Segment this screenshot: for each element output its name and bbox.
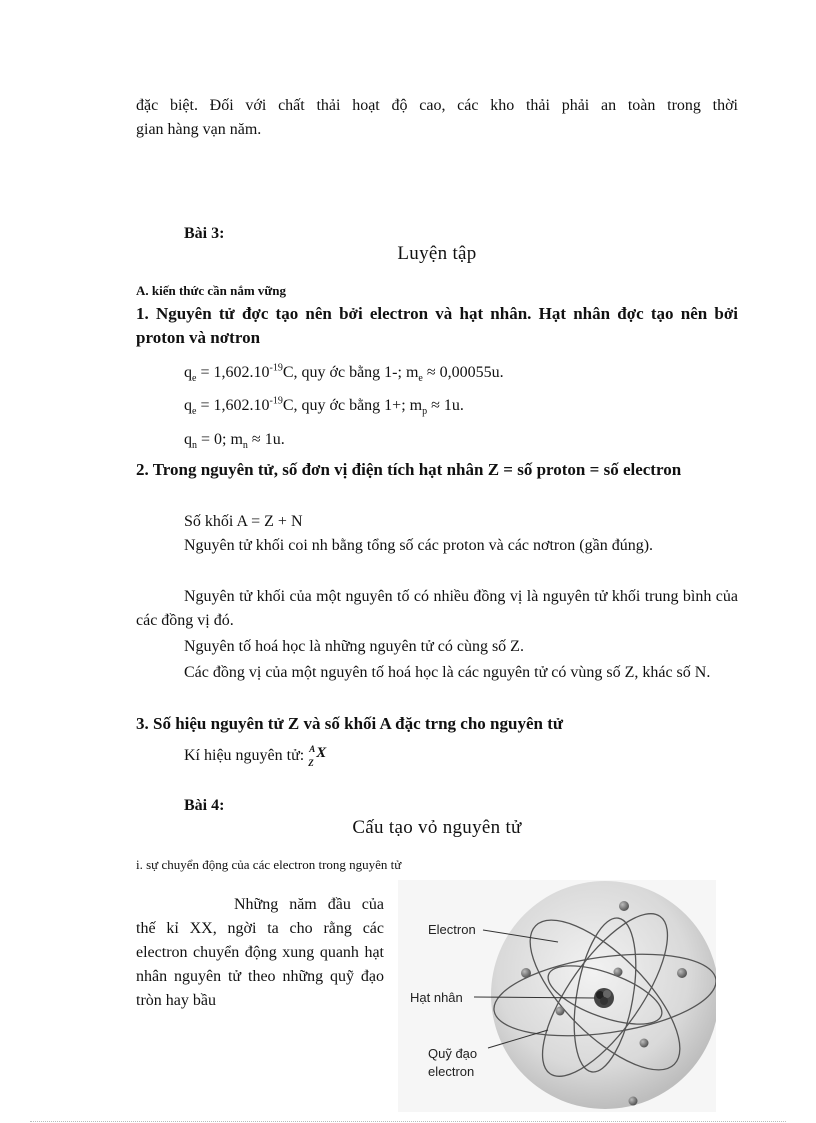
electron-7 [629,1097,638,1106]
intro-paragraph [136,94,738,142]
electron-3 [677,968,687,978]
intro-line-2: gian hàng vạn năm. [136,121,262,138]
atom-model-figure [398,880,716,1112]
atomic-mass-paragraph: Nguyên tử khối coi nh bằng tổng số các proton và các nơtron (gần đúng). [184,537,654,554]
label-orbit-2: electron [428,1064,475,1079]
atomic-symbol-line: Kí hiệu nguyên tử: A Z X [184,743,336,768]
point-3: 3. Số hiệu nguyên tử Z và số khối A đặc trng cho nguyên tử [136,714,564,733]
section-a-heading: A. kiến thức cần nắm vững [136,283,286,298]
isotope-definition: Các đồng vị của một nguyên tố hoá học là các nguyên tử có vùng số Z, khác số N. [184,664,711,681]
electron-charge-line: $q_e = 1,602.10^{-19}C$, quy ớc bằng 1-; $m_e \approx 0,00055u$. [184,362,504,385]
electron-6 [556,1007,565,1016]
point-1: 1. Nguyên tử đợc tạo nên bởi electron và hạt nhân. Hạt nhân đợc tạo nên bởi proton và nơtron [136,304,738,347]
label-nucleus: Hạt nhân [410,990,463,1005]
atomic-symbol: A Z X [308,744,327,768]
intro-line-1: đặc biệt. Đối với chất thải hoạt độ cao, các kho thải phải an toàn trong thời [136,97,738,114]
electron-4 [614,968,623,977]
lesson3-title: Luyện tập [397,243,477,264]
average-mass-paragraph: Nguyên tử khối của một nguyên tố có nhiều đồng vị là nguyên tử khối trung bình của các đồng vị đó. [136,588,738,629]
element-definition: Nguyên tố hoá học là những nguyên tử có cùng số Z. [184,638,524,655]
label-orbit-1: Quỹ đạo [428,1046,478,1061]
mass-number-line: Số khối A = Z + N [184,513,303,530]
lesson3-label: Bài 3: [184,225,225,242]
proton-charge-line: $q_e = 1,602.10^{-19}C$, quy ớc bằng 1+; $m_p \approx 1u$. [184,395,464,418]
label-electron: Electron [428,922,476,937]
electron-1 [619,901,629,911]
point-2: 2. Trong nguyên tử, số đơn vị điện tích hạt nhân Z = số proton = số electron [136,460,682,479]
lesson4-paragraph: Những năm đầu của thế kỉ XX, ngời ta cho rằng các electron chuyển động xung quanh hạt nhân nguyên tử theo những quỹ đạo tròn hay bầu [136,896,384,1009]
page-bottom-rule [30,1121,786,1122]
lesson4-title: Cấu tạo vỏ nguyên tử [352,817,522,838]
electron-5 [640,1039,649,1048]
lesson4-label: Bài 4: [184,797,225,814]
electron-2 [521,968,531,978]
nucleus [594,988,614,1008]
neutron-charge-line: $q_n = 0$; $m_n \approx 1u$. [184,431,285,452]
section-i-heading: i. sự chuyển động của các electron trong nguyên tử [136,857,402,872]
